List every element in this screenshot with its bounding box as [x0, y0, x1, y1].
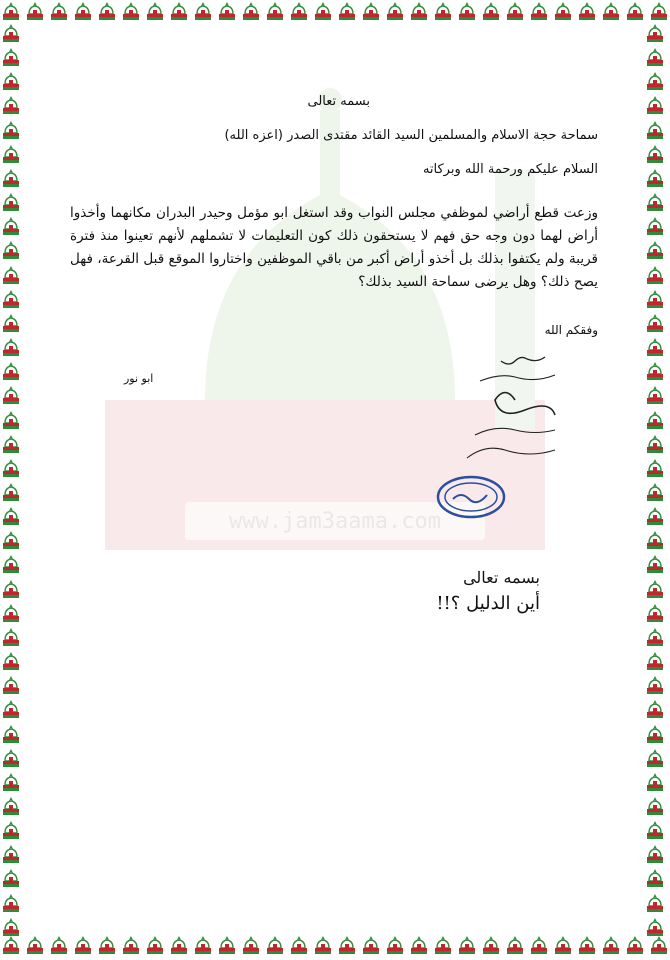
- letter-greeting: السلام عليكم ورحمة الله وبركاته: [422, 162, 598, 177]
- letter-sender: ابو نور: [124, 372, 154, 385]
- official-stamp: [435, 474, 507, 520]
- watermark-url: www.jam3aama.com: [229, 509, 441, 534]
- letter-closing: وفقكم الله: [544, 323, 598, 337]
- letter-basmala: بسمه تعالى: [307, 94, 370, 109]
- reply-basmala: بسمه تعالى: [463, 568, 540, 587]
- reply-text: أين الدليل ؟!!: [436, 593, 540, 614]
- letter-addressee: سماحة حجة الاسلام والمسلمين السيد القائد مقتدى الصدر (اعزه الله): [224, 128, 598, 143]
- letter-body: وزعت قطع أراضي لموظفي مجلس النواب وقد استغل ابو مؤمل وحيدر البدران مكانهما وأخذوا أراض لهما دون وجه حق فهم لا يستحقون ذلك كون التعليمات لا تشملهم لأنهم تعينوا منذ فترة قريبة ولم يكتفوا بذلك بل أخذو أراض أكبر من باقي الموظفين واختاروا الموقع قبل القرعة، فهل يصح ذلك؟ وهل يرضى سماحة السيد بذلك؟: [70, 205, 598, 290]
